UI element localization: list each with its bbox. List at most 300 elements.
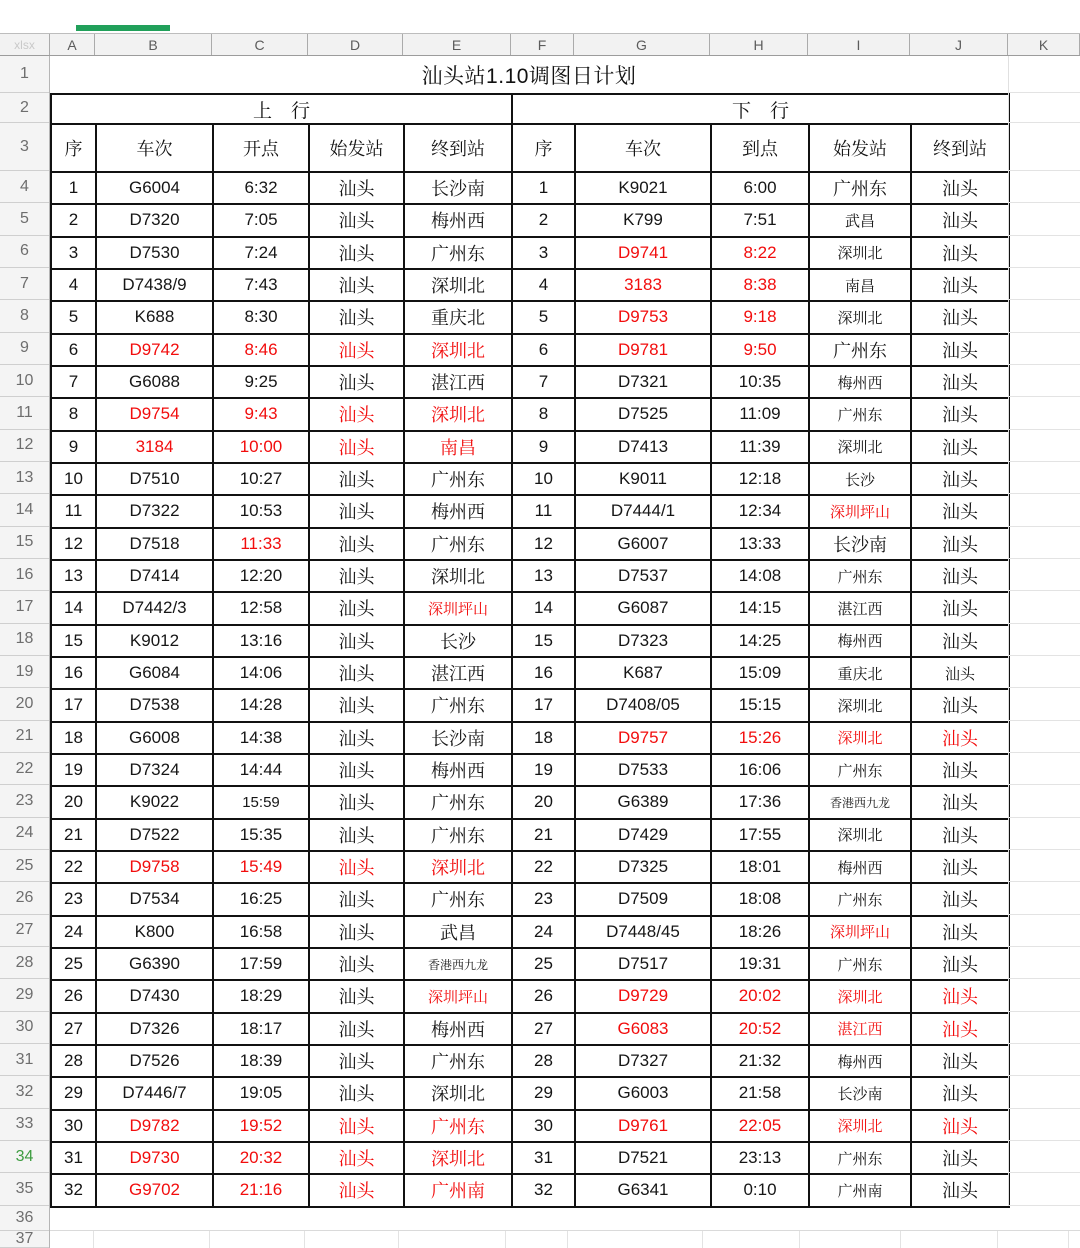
cell-up-19-from[interactable]: 汕头 [309, 754, 404, 786]
cell-down-32-seq[interactable]: 32 [512, 1174, 575, 1206]
row-header-25[interactable]: 25 [0, 850, 49, 882]
cell-up-27-from[interactable]: 汕头 [309, 1013, 404, 1045]
row-header-15[interactable]: 15 [0, 527, 49, 559]
cell-down-23-train[interactable]: D7509 [575, 883, 711, 915]
cell-down-9-seq[interactable]: 9 [512, 431, 575, 463]
cell-down-22-time[interactable]: 18:01 [711, 851, 809, 883]
cell-down-7-seq[interactable]: 7 [512, 366, 575, 398]
cell-up-26-seq[interactable]: 26 [51, 980, 96, 1012]
cell-down-18-to[interactable]: 汕头 [911, 722, 1009, 754]
cell-up-12-to[interactable]: 广州东 [404, 528, 512, 560]
cell-up-14-time[interactable]: 12:58 [213, 592, 309, 624]
cell-down-30-from[interactable]: 深圳北 [809, 1110, 911, 1142]
cell-up-14-from[interactable]: 汕头 [309, 592, 404, 624]
cell-up-20-train[interactable]: K9022 [96, 786, 213, 818]
row-header-22[interactable]: 22 [0, 753, 49, 785]
cell-up-30-train[interactable]: D9782 [96, 1110, 213, 1142]
down-header-4[interactable]: 终到站 [911, 124, 1009, 172]
cell-down-3-seq[interactable]: 3 [512, 237, 575, 269]
cell-up-1-seq[interactable]: 1 [51, 172, 96, 204]
cell-up-29-seq[interactable]: 29 [51, 1077, 96, 1109]
cell-up-28-train[interactable]: D7526 [96, 1045, 213, 1077]
cell-up-10-train[interactable]: D7510 [96, 463, 213, 495]
cell-up-3-to[interactable]: 广州东 [404, 237, 512, 269]
cell-up-12-train[interactable]: D7518 [96, 528, 213, 560]
cell-down-23-seq[interactable]: 23 [512, 883, 575, 915]
cell-up-14-to[interactable]: 深圳坪山 [404, 592, 512, 624]
cell-up-6-train[interactable]: D9742 [96, 334, 213, 366]
row-header-5[interactable]: 5 [0, 203, 49, 235]
row-header-19[interactable]: 19 [0, 656, 49, 688]
cell-up-7-from[interactable]: 汕头 [309, 366, 404, 398]
cell-down-20-time[interactable]: 17:36 [711, 786, 809, 818]
cell-down-21-to[interactable]: 汕头 [911, 819, 1009, 851]
cell-down-29-to[interactable]: 汕头 [911, 1077, 1009, 1109]
cell-up-10-time[interactable]: 10:27 [213, 463, 309, 495]
row-header-29[interactable]: 29 [0, 979, 49, 1011]
cell-down-19-seq[interactable]: 19 [512, 754, 575, 786]
cell-up-24-to[interactable]: 武昌 [404, 916, 512, 948]
cell-up-24-seq[interactable]: 24 [51, 916, 96, 948]
cell-down-30-time[interactable]: 22:05 [711, 1110, 809, 1142]
cell-down-28-time[interactable]: 21:32 [711, 1045, 809, 1077]
cell-down-32-time[interactable]: 0:10 [711, 1174, 809, 1206]
cell-up-20-to[interactable]: 广州东 [404, 786, 512, 818]
cell-down-23-time[interactable]: 18:08 [711, 883, 809, 915]
cell-up-9-seq[interactable]: 9 [51, 431, 96, 463]
cell-up-13-to[interactable]: 深圳北 [404, 560, 512, 592]
cell-up-12-from[interactable]: 汕头 [309, 528, 404, 560]
cell-down-1-from[interactable]: 广州东 [809, 172, 911, 204]
cell-up-1-to[interactable]: 长沙南 [404, 172, 512, 204]
cell-up-21-seq[interactable]: 21 [51, 819, 96, 851]
cell-up-8-train[interactable]: D9754 [96, 398, 213, 430]
row-header-14[interactable]: 14 [0, 494, 49, 526]
row-header-2[interactable]: 2 [0, 93, 49, 123]
cell-down-1-seq[interactable]: 1 [512, 172, 575, 204]
cell-down-16-time[interactable]: 15:09 [711, 657, 809, 689]
cell-up-32-to[interactable]: 广州南 [404, 1174, 512, 1206]
row-header-3[interactable]: 3 [0, 123, 49, 171]
cell-up-14-seq[interactable]: 14 [51, 592, 96, 624]
cell-up-18-time[interactable]: 14:38 [213, 722, 309, 754]
cell-down-25-time[interactable]: 19:31 [711, 948, 809, 980]
cell-up-14-train[interactable]: D7442/3 [96, 592, 213, 624]
cell-up-9-train[interactable]: 3184 [96, 431, 213, 463]
cell-down-20-train[interactable]: G6389 [575, 786, 711, 818]
cell-up-4-seq[interactable]: 4 [51, 269, 96, 301]
row-header-13[interactable]: 13 [0, 462, 49, 494]
row-header-8[interactable]: 8 [0, 300, 49, 332]
cell-down-14-to[interactable]: 汕头 [911, 592, 1009, 624]
cell-up-5-from[interactable]: 汕头 [309, 301, 404, 333]
cell-down-16-seq[interactable]: 16 [512, 657, 575, 689]
cell-down-18-time[interactable]: 15:26 [711, 722, 809, 754]
cell-down-27-seq[interactable]: 27 [512, 1013, 575, 1045]
row-header-28[interactable]: 28 [0, 947, 49, 979]
cell-up-20-time[interactable]: 15:59 [213, 786, 309, 818]
cell-down-29-time[interactable]: 21:58 [711, 1077, 809, 1109]
cell-down-9-to[interactable]: 汕头 [911, 431, 1009, 463]
cell-down-19-from[interactable]: 广州东 [809, 754, 911, 786]
cell-down-2-seq[interactable]: 2 [512, 204, 575, 236]
cell-down-15-from[interactable]: 梅州西 [809, 625, 911, 657]
cell-down-17-from[interactable]: 深圳北 [809, 689, 911, 721]
cell-down-24-to[interactable]: 汕头 [911, 916, 1009, 948]
cell-up-25-train[interactable]: G6390 [96, 948, 213, 980]
cell-down-25-from[interactable]: 广州东 [809, 948, 911, 980]
cell-down-5-time[interactable]: 9:18 [711, 301, 809, 333]
row-header-9[interactable]: 9 [0, 333, 49, 365]
cell-down-27-time[interactable]: 20:52 [711, 1013, 809, 1045]
col-header-K[interactable]: K [1008, 34, 1080, 55]
down-header-0[interactable]: 序 [512, 124, 575, 172]
cell-up-23-to[interactable]: 广州东 [404, 883, 512, 915]
cell-down-12-time[interactable]: 13:33 [711, 528, 809, 560]
cell-up-28-time[interactable]: 18:39 [213, 1045, 309, 1077]
cell-down-27-train[interactable]: G6083 [575, 1013, 711, 1045]
cell-down-19-train[interactable]: D7533 [575, 754, 711, 786]
cell-up-15-time[interactable]: 13:16 [213, 625, 309, 657]
cell-up-2-from[interactable]: 汕头 [309, 204, 404, 236]
col-header-H[interactable]: H [710, 34, 808, 55]
cell-down-12-seq[interactable]: 12 [512, 528, 575, 560]
cell-down-14-seq[interactable]: 14 [512, 592, 575, 624]
cell-down-28-seq[interactable]: 28 [512, 1045, 575, 1077]
cell-down-27-to[interactable]: 汕头 [911, 1013, 1009, 1045]
cell-down-13-seq[interactable]: 13 [512, 560, 575, 592]
cell-up-23-time[interactable]: 16:25 [213, 883, 309, 915]
cell-up-18-to[interactable]: 长沙南 [404, 722, 512, 754]
row-header-26[interactable]: 26 [0, 882, 49, 914]
cell-down-15-train[interactable]: D7323 [575, 625, 711, 657]
cell-up-16-from[interactable]: 汕头 [309, 657, 404, 689]
cell-up-29-train[interactable]: D7446/7 [96, 1077, 213, 1109]
row-header-31[interactable]: 31 [0, 1044, 49, 1076]
cell-up-5-seq[interactable]: 5 [51, 301, 96, 333]
cell-up-7-time[interactable]: 9:25 [213, 366, 309, 398]
cell-up-4-time[interactable]: 7:43 [213, 269, 309, 301]
cell-down-1-time[interactable]: 6:00 [711, 172, 809, 204]
cell-up-17-train[interactable]: D7538 [96, 689, 213, 721]
cell-up-29-from[interactable]: 汕头 [309, 1077, 404, 1109]
cell-up-29-to[interactable]: 深圳北 [404, 1077, 512, 1109]
cell-up-6-seq[interactable]: 6 [51, 334, 96, 366]
cell-up-27-seq[interactable]: 27 [51, 1013, 96, 1045]
cell-up-28-seq[interactable]: 28 [51, 1045, 96, 1077]
cell-up-31-from[interactable]: 汕头 [309, 1142, 404, 1174]
cell-up-21-to[interactable]: 广州东 [404, 819, 512, 851]
cell-down-2-to[interactable]: 汕头 [911, 204, 1009, 236]
cell-down-32-train[interactable]: G6341 [575, 1174, 711, 1206]
cell-down-13-train[interactable]: D7537 [575, 560, 711, 592]
cell-up-27-time[interactable]: 18:17 [213, 1013, 309, 1045]
cell-down-29-seq[interactable]: 29 [512, 1077, 575, 1109]
cell-down-11-time[interactable]: 12:34 [711, 495, 809, 527]
row-header-1[interactable]: 1 [0, 56, 49, 93]
cell-up-8-from[interactable]: 汕头 [309, 398, 404, 430]
cell-up-25-seq[interactable]: 25 [51, 948, 96, 980]
cell-down-10-to[interactable]: 汕头 [911, 463, 1009, 495]
row-header-23[interactable]: 23 [0, 785, 49, 817]
cell-down-17-to[interactable]: 汕头 [911, 689, 1009, 721]
row-header-35[interactable]: 35 [0, 1173, 49, 1205]
cell-up-32-time[interactable]: 21:16 [213, 1174, 309, 1206]
cell-down-30-seq[interactable]: 30 [512, 1110, 575, 1142]
cell-down-4-seq[interactable]: 4 [512, 269, 575, 301]
cell-up-16-train[interactable]: G6084 [96, 657, 213, 689]
row-header-16[interactable]: 16 [0, 559, 49, 591]
cell-down-4-time[interactable]: 8:38 [711, 269, 809, 301]
cell-up-32-from[interactable]: 汕头 [309, 1174, 404, 1206]
cell-down-12-from[interactable]: 长沙南 [809, 528, 911, 560]
row-header-7[interactable]: 7 [0, 268, 49, 300]
cell-up-26-train[interactable]: D7430 [96, 980, 213, 1012]
cell-up-24-train[interactable]: K800 [96, 916, 213, 948]
cell-down-21-from[interactable]: 深圳北 [809, 819, 911, 851]
down-header-3[interactable]: 始发站 [809, 124, 911, 172]
cell-down-18-from[interactable]: 深圳北 [809, 722, 911, 754]
cell-down-7-from[interactable]: 梅州西 [809, 366, 911, 398]
cell-up-6-to[interactable]: 深圳北 [404, 334, 512, 366]
cell-down-1-train[interactable]: K9021 [575, 172, 711, 204]
cell-up-25-time[interactable]: 17:59 [213, 948, 309, 980]
cell-up-17-seq[interactable]: 17 [51, 689, 96, 721]
cell-up-18-seq[interactable]: 18 [51, 722, 96, 754]
cell-down-19-time[interactable]: 16:06 [711, 754, 809, 786]
col-header-G[interactable]: G [574, 34, 710, 55]
cell-up-27-train[interactable]: D7326 [96, 1013, 213, 1045]
cell-up-13-train[interactable]: D7414 [96, 560, 213, 592]
cell-up-19-train[interactable]: D7324 [96, 754, 213, 786]
cell-up-17-to[interactable]: 广州东 [404, 689, 512, 721]
cell-down-11-to[interactable]: 汕头 [911, 495, 1009, 527]
cell-up-12-time[interactable]: 11:33 [213, 528, 309, 560]
cell-down-25-seq[interactable]: 25 [512, 948, 575, 980]
cell-up-7-seq[interactable]: 7 [51, 366, 96, 398]
cell-down-5-from[interactable]: 深圳北 [809, 301, 911, 333]
cell-down-19-to[interactable]: 汕头 [911, 754, 1009, 786]
cell-up-1-from[interactable]: 汕头 [309, 172, 404, 204]
cell-up-9-from[interactable]: 汕头 [309, 431, 404, 463]
cell-down-31-seq[interactable]: 31 [512, 1142, 575, 1174]
cell-down-17-train[interactable]: D7408/05 [575, 689, 711, 721]
up-direction-header[interactable]: 上 行 [51, 94, 512, 124]
cell-down-31-to[interactable]: 汕头 [911, 1142, 1009, 1174]
up-header-0[interactable]: 序 [51, 124, 96, 172]
cell-up-1-time[interactable]: 6:32 [213, 172, 309, 204]
cell-down-7-train[interactable]: D7321 [575, 366, 711, 398]
cell-up-24-from[interactable]: 汕头 [309, 916, 404, 948]
cell-down-20-from[interactable]: 香港西九龙 [809, 786, 911, 818]
cell-down-14-train[interactable]: G6087 [575, 592, 711, 624]
cell-up-5-train[interactable]: K688 [96, 301, 213, 333]
cell-down-32-from[interactable]: 广州南 [809, 1174, 911, 1206]
cell-up-6-from[interactable]: 汕头 [309, 334, 404, 366]
cell-up-26-from[interactable]: 汕头 [309, 980, 404, 1012]
row-header-32[interactable]: 32 [0, 1076, 49, 1108]
cell-down-5-seq[interactable]: 5 [512, 301, 575, 333]
cell-down-31-time[interactable]: 23:13 [711, 1142, 809, 1174]
cell-down-14-time[interactable]: 14:15 [711, 592, 809, 624]
cell-down-2-from[interactable]: 武昌 [809, 204, 911, 236]
cell-up-28-from[interactable]: 汕头 [309, 1045, 404, 1077]
col-header-F[interactable]: F [511, 34, 574, 55]
cell-up-16-to[interactable]: 湛江西 [404, 657, 512, 689]
cell-down-26-from[interactable]: 深圳北 [809, 980, 911, 1012]
cell-down-5-train[interactable]: D9753 [575, 301, 711, 333]
cell-down-4-from[interactable]: 南昌 [809, 269, 911, 301]
cell-up-4-from[interactable]: 汕头 [309, 269, 404, 301]
cell-down-28-from[interactable]: 梅州西 [809, 1045, 911, 1077]
cell-up-15-train[interactable]: K9012 [96, 625, 213, 657]
cell-down-16-from[interactable]: 重庆北 [809, 657, 911, 689]
cell-up-31-seq[interactable]: 31 [51, 1142, 96, 1174]
cell-down-10-seq[interactable]: 10 [512, 463, 575, 495]
cell-down-6-from[interactable]: 广州东 [809, 334, 911, 366]
cell-up-31-train[interactable]: D9730 [96, 1142, 213, 1174]
cell-down-17-seq[interactable]: 17 [512, 689, 575, 721]
row-header-30[interactable]: 30 [0, 1012, 49, 1044]
cell-up-7-train[interactable]: G6088 [96, 366, 213, 398]
cell-up-21-time[interactable]: 15:35 [213, 819, 309, 851]
row-header-20[interactable]: 20 [0, 688, 49, 720]
cell-down-27-from[interactable]: 湛江西 [809, 1013, 911, 1045]
cell-up-22-time[interactable]: 15:49 [213, 851, 309, 883]
title-cell[interactable] [50, 56, 1008, 93]
row-header-18[interactable]: 18 [0, 624, 49, 656]
cell-down-2-train[interactable]: K799 [575, 204, 711, 236]
cell-down-4-train[interactable]: 3183 [575, 269, 711, 301]
cell-down-8-to[interactable]: 汕头 [911, 398, 1009, 430]
cell-up-30-time[interactable]: 19:52 [213, 1110, 309, 1142]
cell-up-2-train[interactable]: D7320 [96, 204, 213, 236]
cell-up-32-seq[interactable]: 32 [51, 1174, 96, 1206]
col-header-C[interactable]: C [212, 34, 308, 55]
cell-down-3-train[interactable]: D9741 [575, 237, 711, 269]
row-header-33[interactable]: 33 [0, 1109, 49, 1141]
row-header-24[interactable]: 24 [0, 818, 49, 850]
cell-down-14-from[interactable]: 湛江西 [809, 592, 911, 624]
cell-up-22-from[interactable]: 汕头 [309, 851, 404, 883]
cell-up-32-train[interactable]: G9702 [96, 1174, 213, 1206]
cell-up-22-train[interactable]: D9758 [96, 851, 213, 883]
cell-down-6-to[interactable]: 汕头 [911, 334, 1009, 366]
cell-down-16-train[interactable]: K687 [575, 657, 711, 689]
cell-up-31-to[interactable]: 深圳北 [404, 1142, 512, 1174]
cell-down-17-time[interactable]: 15:15 [711, 689, 809, 721]
cell-down-23-to[interactable]: 汕头 [911, 883, 1009, 915]
col-header-A[interactable]: A [50, 34, 95, 55]
cell-down-6-seq[interactable]: 6 [512, 334, 575, 366]
cell-up-8-seq[interactable]: 8 [51, 398, 96, 430]
cell-down-24-seq[interactable]: 24 [512, 916, 575, 948]
cell-down-32-to[interactable]: 汕头 [911, 1174, 1009, 1206]
cell-up-3-time[interactable]: 7:24 [213, 237, 309, 269]
cell-up-28-to[interactable]: 广州东 [404, 1045, 512, 1077]
cell-up-22-to[interactable]: 深圳北 [404, 851, 512, 883]
cell-up-24-time[interactable]: 16:58 [213, 916, 309, 948]
cell-down-10-from[interactable]: 长沙 [809, 463, 911, 495]
cell-down-7-to[interactable]: 汕头 [911, 366, 1009, 398]
cell-down-26-to[interactable]: 汕头 [911, 980, 1009, 1012]
cell-up-11-time[interactable]: 10:53 [213, 495, 309, 527]
cell-down-6-train[interactable]: D9781 [575, 334, 711, 366]
cell-down-8-train[interactable]: D7525 [575, 398, 711, 430]
cell-up-18-train[interactable]: G6008 [96, 722, 213, 754]
cell-down-12-to[interactable]: 汕头 [911, 528, 1009, 560]
cell-up-13-seq[interactable]: 13 [51, 560, 96, 592]
cell-down-22-to[interactable]: 汕头 [911, 851, 1009, 883]
cell-down-25-train[interactable]: D7517 [575, 948, 711, 980]
cell-down-26-time[interactable]: 20:02 [711, 980, 809, 1012]
cell-down-15-time[interactable]: 14:25 [711, 625, 809, 657]
cell-down-10-train[interactable]: K9011 [575, 463, 711, 495]
cell-down-11-seq[interactable]: 11 [512, 495, 575, 527]
cell-down-18-train[interactable]: D9757 [575, 722, 711, 754]
cell-up-13-from[interactable]: 汕头 [309, 560, 404, 592]
cell-down-20-to[interactable]: 汕头 [911, 786, 1009, 818]
cell-up-11-seq[interactable]: 11 [51, 495, 96, 527]
cell-down-28-to[interactable]: 汕头 [911, 1045, 1009, 1077]
cell-down-11-from[interactable]: 深圳坪山 [809, 495, 911, 527]
cell-up-10-from[interactable]: 汕头 [309, 463, 404, 495]
cell-up-30-seq[interactable]: 30 [51, 1110, 96, 1142]
cell-up-20-seq[interactable]: 20 [51, 786, 96, 818]
row-header-27[interactable]: 27 [0, 915, 49, 947]
down-direction-header[interactable]: 下 行 [512, 94, 1009, 124]
cell-up-4-train[interactable]: D7438/9 [96, 269, 213, 301]
cell-down-21-time[interactable]: 17:55 [711, 819, 809, 851]
cell-up-9-time[interactable]: 10:00 [213, 431, 309, 463]
cell-up-26-time[interactable]: 18:29 [213, 980, 309, 1012]
cell-down-2-time[interactable]: 7:51 [711, 204, 809, 236]
cell-down-3-time[interactable]: 8:22 [711, 237, 809, 269]
col-header-B[interactable]: B [95, 34, 212, 55]
row-header-36[interactable]: 36 [0, 1206, 49, 1231]
cell-up-18-from[interactable]: 汕头 [309, 722, 404, 754]
cell-down-11-train[interactable]: D7444/1 [575, 495, 711, 527]
cell-down-5-to[interactable]: 汕头 [911, 301, 1009, 333]
up-header-3[interactable]: 始发站 [309, 124, 404, 172]
cell-down-16-to[interactable]: 汕头 [911, 657, 1009, 689]
cell-up-16-seq[interactable]: 16 [51, 657, 96, 689]
cell-up-15-seq[interactable]: 15 [51, 625, 96, 657]
cell-up-22-seq[interactable]: 22 [51, 851, 96, 883]
cell-down-3-to[interactable]: 汕头 [911, 237, 1009, 269]
col-header-J[interactable]: J [910, 34, 1008, 55]
row-header-12[interactable]: 12 [0, 430, 49, 462]
cell-up-19-time[interactable]: 14:44 [213, 754, 309, 786]
cell-up-8-time[interactable]: 9:43 [213, 398, 309, 430]
cell-down-12-train[interactable]: G6007 [575, 528, 711, 560]
cell-down-20-seq[interactable]: 20 [512, 786, 575, 818]
row-header-11[interactable]: 11 [0, 397, 49, 429]
cell-up-12-seq[interactable]: 12 [51, 528, 96, 560]
cell-down-28-train[interactable]: D7327 [575, 1045, 711, 1077]
cell-down-13-time[interactable]: 14:08 [711, 560, 809, 592]
cell-down-8-seq[interactable]: 8 [512, 398, 575, 430]
cell-down-24-train[interactable]: D7448/45 [575, 916, 711, 948]
cell-up-6-time[interactable]: 8:46 [213, 334, 309, 366]
cell-down-8-time[interactable]: 11:09 [711, 398, 809, 430]
cell-down-22-from[interactable]: 梅州西 [809, 851, 911, 883]
cell-down-29-train[interactable]: G6003 [575, 1077, 711, 1109]
row-header-37[interactable]: 37 [0, 1231, 49, 1248]
cell-up-26-to[interactable]: 深圳坪山 [404, 980, 512, 1012]
cell-down-13-to[interactable]: 汕头 [911, 560, 1009, 592]
cell-down-9-from[interactable]: 深圳北 [809, 431, 911, 463]
